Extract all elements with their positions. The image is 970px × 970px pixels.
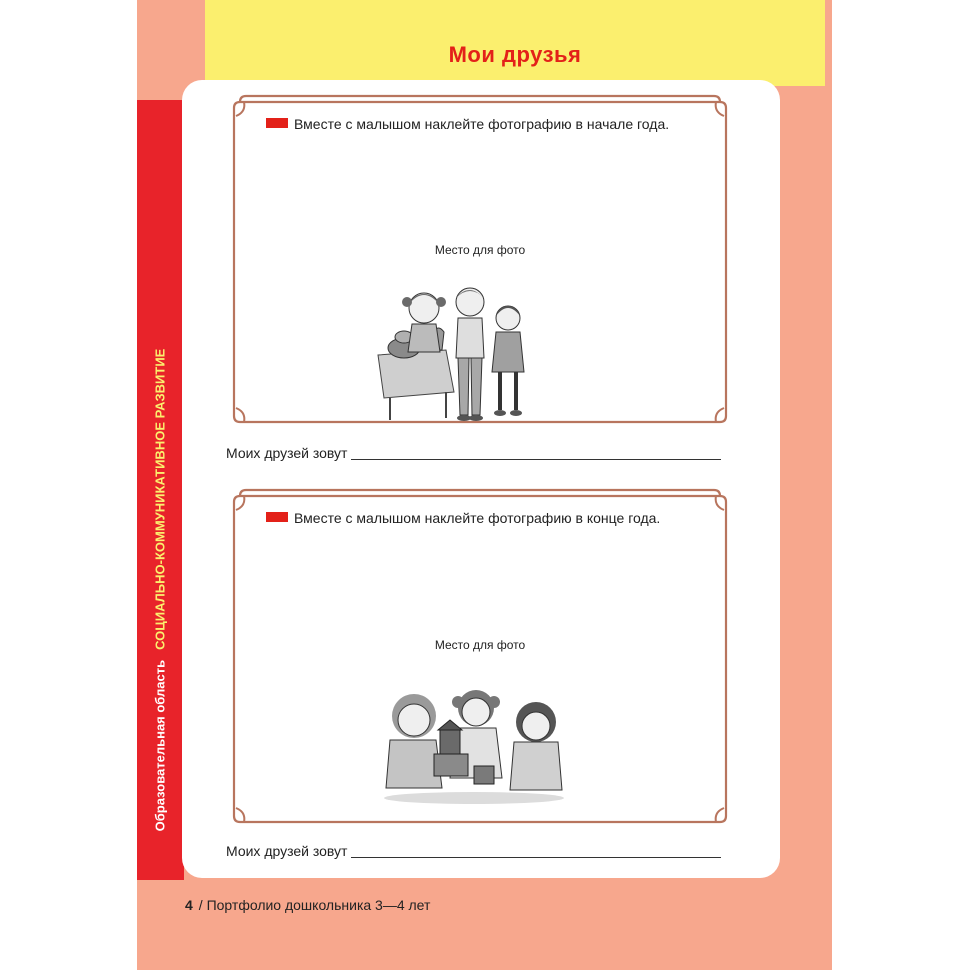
- friends-names-input-line[interactable]: [351, 843, 721, 858]
- photo-frame-end-of-year[interactable]: [226, 486, 734, 832]
- portfolio-page: [137, 0, 832, 970]
- friends-names-label: Моих друзей зовут: [226, 843, 348, 859]
- friends-names-input-line[interactable]: [351, 445, 721, 460]
- photo-placeholder-label: Место для фото: [434, 638, 526, 652]
- instruction-row: [266, 116, 669, 132]
- instruction-text: Вместе с малышом наклейте фотографию в начале года.: [294, 116, 670, 132]
- friends-names-label: Моих друзей зовут: [226, 445, 348, 461]
- title-band: [205, 0, 825, 86]
- friends-names-row: [226, 445, 776, 461]
- side-strip: [137, 100, 184, 880]
- red-marker: [266, 118, 288, 128]
- footer-separator: /: [198, 897, 203, 913]
- side-label-domain: СОЦИАЛЬНО-КОММУНИКАТИВНОЕ РАЗВИТИЕ: [152, 348, 168, 650]
- friends-names-row: [226, 843, 776, 859]
- photo-frame-start-of-year[interactable]: [226, 92, 734, 432]
- instruction-row: [266, 510, 660, 526]
- photo-placeholder-label: Место для фото: [434, 243, 526, 257]
- instruction-text: Вместе с малышом наклейте фотографию в конце года.: [294, 510, 661, 526]
- page-title: Мои друзья: [448, 42, 582, 67]
- book-title: Портфолио дошкольника 3—4 лет: [206, 897, 431, 913]
- side-label: [153, 349, 168, 832]
- page-number: 4: [185, 897, 193, 913]
- page-footer: [185, 897, 430, 913]
- children-with-blocks-illustration: [376, 678, 572, 806]
- children-at-table-illustration: [376, 280, 536, 430]
- red-marker: [266, 512, 288, 522]
- side-label-area: Образовательная область: [152, 659, 168, 832]
- content-card: [182, 80, 780, 878]
